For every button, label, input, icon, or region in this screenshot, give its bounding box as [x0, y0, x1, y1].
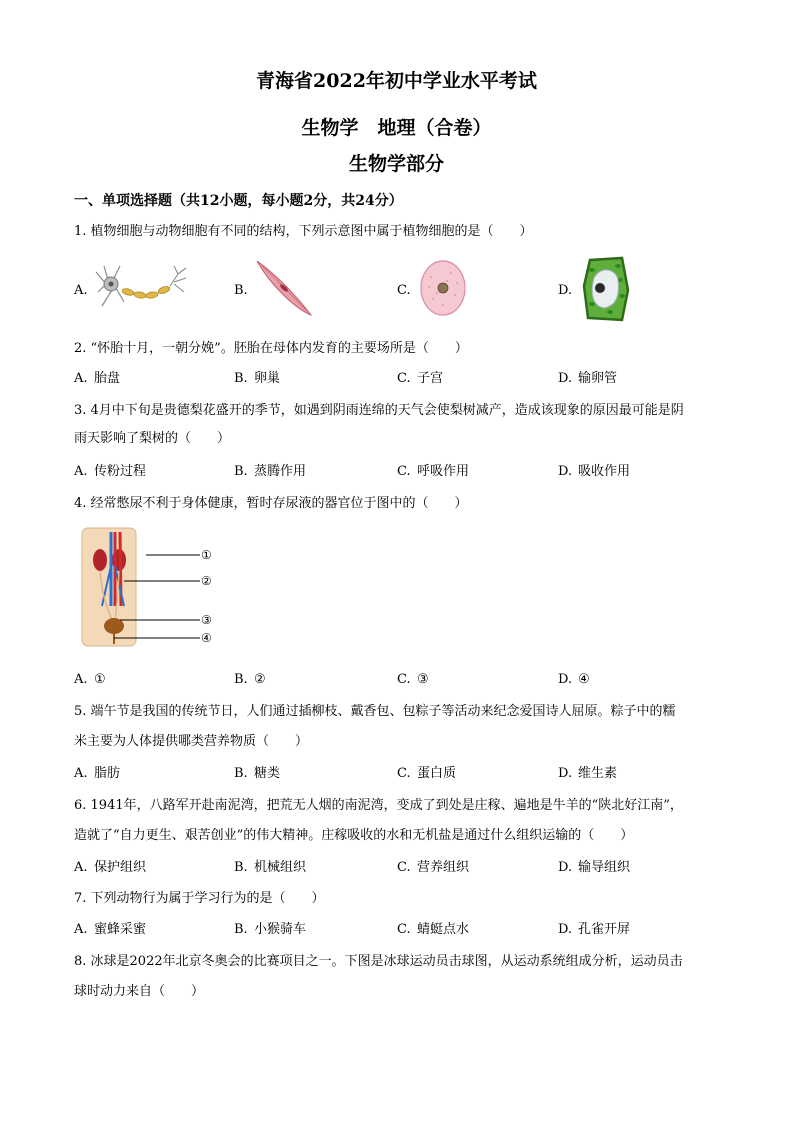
question-8-text-line2: 球时动力来自（ ）	[74, 984, 205, 999]
question-5-text-line1: 5. 端午节是我国的传统节日，人们通过插柳枝、戴香包、包粽子等活动来纪念爱国诗人屈原。粽子中的糯	[74, 704, 676, 719]
neuron-icon	[94, 262, 194, 312]
q3-option-b-text: 蒸腾作用	[254, 464, 307, 479]
q4-option-d-text: ④	[578, 672, 590, 687]
q4-option-b-text: ②	[254, 672, 266, 687]
question-2-text: 2. “怀胎十月，一朝分娩”。胚胎在母体内发育的主要场所是（ ）	[74, 341, 468, 356]
q4-option-c-text: ③	[417, 672, 429, 687]
figure-label-2: ②	[201, 574, 212, 588]
question-3-text-line1: 3. 4月中下旬是贵德梨花盛开的季节，如遇到阴雨连绵的天气会使梨树减产，造成该现象的原因最可能是阴	[74, 403, 684, 418]
q1-option-d-label: D.	[558, 283, 573, 298]
q7-option-b-text: 小猴骑车	[254, 922, 307, 937]
q7-option-d-text: 孔雀开屏	[578, 922, 631, 937]
q5-option-d-text: 维生素	[578, 766, 618, 781]
q5-option-d-label: D.	[558, 766, 573, 781]
q2-option-c-text: 子宫	[417, 371, 444, 386]
q2-option-d-text: 输卵管	[578, 371, 618, 386]
q3-option-b-label: B.	[234, 464, 248, 479]
animal-cell-icon	[419, 259, 467, 317]
question-5-text-line2: 米主要为人体提供哪类营养物质（ ）	[74, 734, 309, 749]
q6-option-b-label: B.	[234, 860, 248, 875]
q5-option-a-text: 脂肪	[94, 766, 121, 781]
q6-option-b-text: 机械组织	[254, 860, 307, 875]
q4-option-c-label: C.	[397, 672, 411, 687]
q1-option-b-label: B.	[234, 283, 248, 298]
q3-option-c-text: 呼吸作用	[417, 464, 470, 479]
q4-option-a-label: A.	[74, 672, 88, 687]
q5-option-a-label: A.	[74, 766, 88, 781]
q2-option-b-label: B.	[234, 371, 248, 386]
q7-option-a-label: A.	[74, 922, 88, 937]
q5-option-b-text: 糖类	[254, 766, 281, 781]
q4-option-a-text: ①	[94, 672, 106, 687]
q6-option-c-label: C.	[397, 860, 411, 875]
q1-option-c-label: C.	[397, 283, 411, 298]
q2-option-b-text: 卵巢	[254, 371, 281, 386]
question-4-text: 4. 经常憋尿不利于身体健康，暂时存尿液的器官位于图中的（ ）	[74, 496, 468, 511]
q7-option-b-label: B.	[234, 922, 248, 937]
q6-option-d-text: 输导组织	[578, 860, 631, 875]
section-header: 一、单项选择题（共12小题，每小题2分，共24分）	[74, 193, 403, 209]
q7-option-c-text: 蜻蜓点水	[417, 922, 470, 937]
q3-option-c-label: C.	[397, 464, 411, 479]
q5-option-c-text: 蛋白质	[417, 766, 457, 781]
q4-option-d-label: D.	[558, 672, 573, 687]
q3-option-d-label: D.	[558, 464, 573, 479]
q2-option-a-label: A.	[74, 371, 88, 386]
muscle-cell-icon	[254, 258, 314, 318]
figure-label-4: ④	[201, 631, 212, 645]
q5-option-c-label: C.	[397, 766, 411, 781]
q3-option-d-text: 吸收作用	[578, 464, 631, 479]
q3-option-a-label: A.	[74, 464, 88, 479]
q7-option-d-label: D.	[558, 922, 573, 937]
q6-option-c-text: 营养组织	[417, 860, 470, 875]
q2-option-d-label: D.	[558, 371, 573, 386]
q2-option-a-text: 胎盘	[94, 371, 121, 386]
figure-label-1: ①	[201, 548, 212, 562]
part-title: 生物学部分	[348, 153, 444, 175]
question-7-text: 7. 下列动物行为属于学习行为的是（ ）	[74, 891, 325, 906]
figure-label-3: ③	[201, 613, 212, 627]
question-6-text-line1: 6. 1941年，八路军开赴南泥湾，把荒无人烟的南泥湾，变成了到处是庄稼、遍地是牛羊的“陕北好江南”，	[74, 798, 683, 813]
plant-cell-icon	[582, 256, 630, 322]
q7-option-a-text: 蜜蜂采蜜	[94, 922, 147, 937]
q6-option-a-label: A.	[74, 860, 88, 875]
q5-option-b-label: B.	[234, 766, 248, 781]
q6-option-d-label: D.	[558, 860, 573, 875]
question-3-text-line2: 雨天影响了梨树的（ ）	[74, 431, 231, 446]
q1-option-a-label: A.	[74, 283, 88, 298]
q3-option-a-text: 传粉过程	[94, 464, 147, 479]
q7-option-c-label: C.	[397, 922, 411, 937]
exam-title: 青海省2022年初中学业水平考试	[256, 70, 537, 92]
q4-option-b-label: B.	[234, 672, 248, 687]
question-6-text-line2: 造就了“自力更生、艰苦创业”的伟大精神。庄稼吸收的水和无机盐是通过什么组织运输的（ ）	[74, 828, 634, 843]
q2-option-c-label: C.	[397, 371, 411, 386]
q6-option-a-text: 保护组织	[94, 860, 147, 875]
question-1-text: 1. 植物细胞与动物细胞有不同的结构，下列示意图中属于植物细胞的是（ ）	[74, 224, 533, 239]
exam-subtitle: 生物学 地理（合卷）	[301, 117, 492, 139]
urinary-system-figure	[80, 526, 240, 650]
question-8-text-line1: 8. 冰球是2022年北京冬奥会的比赛项目之一。下图是冰球运动员击球图，从运动系统组成分析，运动员击	[74, 954, 683, 969]
